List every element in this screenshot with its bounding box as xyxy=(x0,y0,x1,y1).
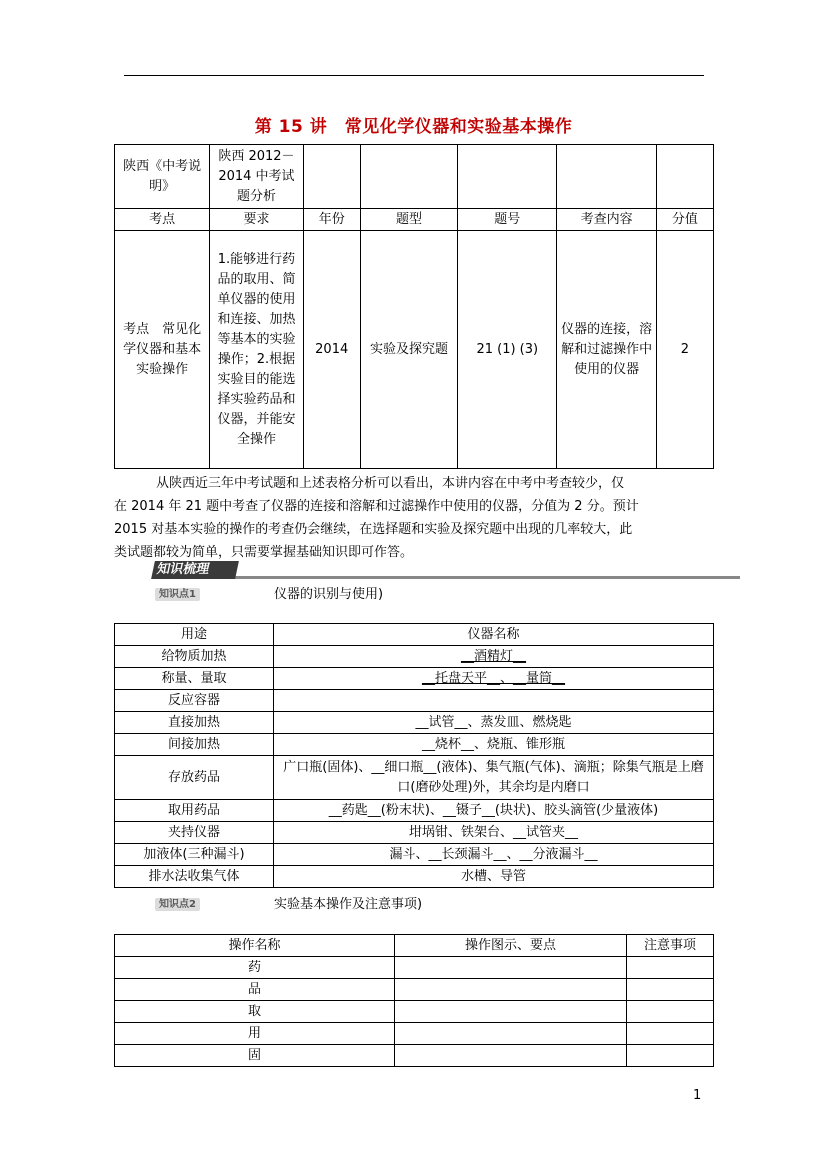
header-cell: 题型 xyxy=(360,209,457,231)
cell xyxy=(627,1023,714,1045)
header-cell: 要求 xyxy=(210,209,303,231)
header-cell: 操作名称 xyxy=(115,935,395,957)
cell xyxy=(627,979,714,1001)
cell xyxy=(395,979,627,1001)
cell: 固 xyxy=(115,1045,395,1067)
cell xyxy=(627,1001,714,1023)
kp-tag: 知识点1 xyxy=(155,588,200,601)
header-cell: 题号 xyxy=(458,209,557,231)
cell: __酒精灯__ xyxy=(274,646,714,668)
cell: 药 xyxy=(115,957,395,979)
header-rule xyxy=(124,75,704,76)
cell: __试管__、蒸发皿、燃烧匙 xyxy=(274,712,714,734)
cell: 用 xyxy=(115,1023,395,1045)
cell: 考点 常见化学仪器和基本实验操作 xyxy=(115,231,210,469)
cell: 1.能够进行药品的取用、简单仪器的使用和连接、加热等基本的实验操作；2.根据实验目的能选择实验药品和仪器，并能安全操作 xyxy=(210,231,303,469)
header-cell: 用途 xyxy=(115,624,274,646)
cell: 间接加热 xyxy=(115,734,274,756)
cell xyxy=(395,1023,627,1045)
cell xyxy=(303,145,360,209)
cell: 加液体(三种漏斗) xyxy=(115,844,274,866)
cell xyxy=(458,145,557,209)
kp-text: 实验基本操作及注意事项) xyxy=(273,897,423,912)
page-number: 1 xyxy=(693,1088,702,1103)
header-cell: 注意事项 xyxy=(627,935,714,957)
cell xyxy=(656,145,713,209)
cell: __烧杯__、烧瓶、锥形瓶 xyxy=(274,734,714,756)
cell: 直接加热 xyxy=(115,712,274,734)
cell: 反应容器 xyxy=(115,690,274,712)
cell: 陕西《中考说明》 xyxy=(115,145,210,209)
cell xyxy=(395,1001,627,1023)
cell: __药匙__(粉末状)、__镊子__(块状)、胶头滴管(少量液体) xyxy=(274,800,714,822)
header-cell: 考查内容 xyxy=(557,209,656,231)
kp-tag: 知识点2 xyxy=(155,898,200,911)
kp-text: 仪器的识别与使用) xyxy=(273,587,384,602)
cell: 广口瓶(固体)、__细口瓶__(液体)、集气瓶(气体)、滴瓶；除集气瓶是上磨口(磨砂处理)外，其余均是内磨口 xyxy=(274,756,714,800)
cell: 存放药品 xyxy=(115,756,274,800)
cell: 称量、量取 xyxy=(115,668,274,690)
exam-analysis-table xyxy=(114,144,714,469)
header-cell: 年份 xyxy=(303,209,360,231)
cell: 漏斗、__长颈漏斗__、__分液漏斗__ xyxy=(274,844,714,866)
cell: 坩埚钳、铁架台、__试管夹__ xyxy=(274,822,714,844)
cell: 取 xyxy=(115,1001,395,1023)
section-label: 知识梳理 xyxy=(151,561,239,579)
cell: 实验及探究题 xyxy=(360,231,457,469)
header-cell: 分值 xyxy=(656,209,713,231)
cell xyxy=(395,1045,627,1067)
cell: 2 xyxy=(656,231,713,469)
cell: 排水法收集气体 xyxy=(115,866,274,888)
paragraph-line: 类试题都较为简单，只需要掌握基础知识即可作答。 xyxy=(114,545,414,560)
cell xyxy=(395,957,627,979)
knowledge-point-2 xyxy=(155,893,422,912)
cell: 陕西 2012－2014 中考试题分析 xyxy=(210,145,303,209)
cell: 仪器的连接，溶解和过滤操作中使用的仪器 xyxy=(557,231,656,469)
cell: 品 xyxy=(115,979,395,1001)
analysis-paragraph xyxy=(114,472,710,564)
cell xyxy=(627,1045,714,1067)
header-cell: 仪器名称 xyxy=(274,624,714,646)
instrument-table xyxy=(114,623,714,888)
cell xyxy=(557,145,656,209)
cell xyxy=(274,690,714,712)
cell: 取用药品 xyxy=(115,800,274,822)
page-title: 第 15 讲 常见化学仪器和实验基本操作 xyxy=(254,117,573,137)
knowledge-point-1 xyxy=(155,583,383,602)
paragraph-line: 2015 对基本实验的操作的考查仍会继续，在选择题和实验及探究题中出现的几率较大，此 xyxy=(114,522,633,537)
header-cell: 操作图示、要点 xyxy=(395,935,627,957)
paragraph-line: 从陕西近三年中考试题和上述表格分析可以看出，本讲内容在中考中考查较少，仅 xyxy=(156,476,625,491)
cell: 给物质加热 xyxy=(115,646,274,668)
cell: 夹持仪器 xyxy=(115,822,274,844)
header-cell: 考点 xyxy=(115,209,210,231)
operation-table xyxy=(114,934,714,1067)
cell: 21 (1) (3) xyxy=(458,231,557,469)
cell xyxy=(627,957,714,979)
section-rule xyxy=(230,576,740,579)
cell: 2014 xyxy=(303,231,360,469)
cell xyxy=(360,145,457,209)
cell: __托盘天平__、__量筒__ xyxy=(274,668,714,690)
cell: 水槽、导管 xyxy=(274,866,714,888)
paragraph-line: 在 2014 年 21 题中考查了仪器的连接和溶解和过滤操作中使用的仪器，分值为 2 分。预计 xyxy=(114,499,639,514)
